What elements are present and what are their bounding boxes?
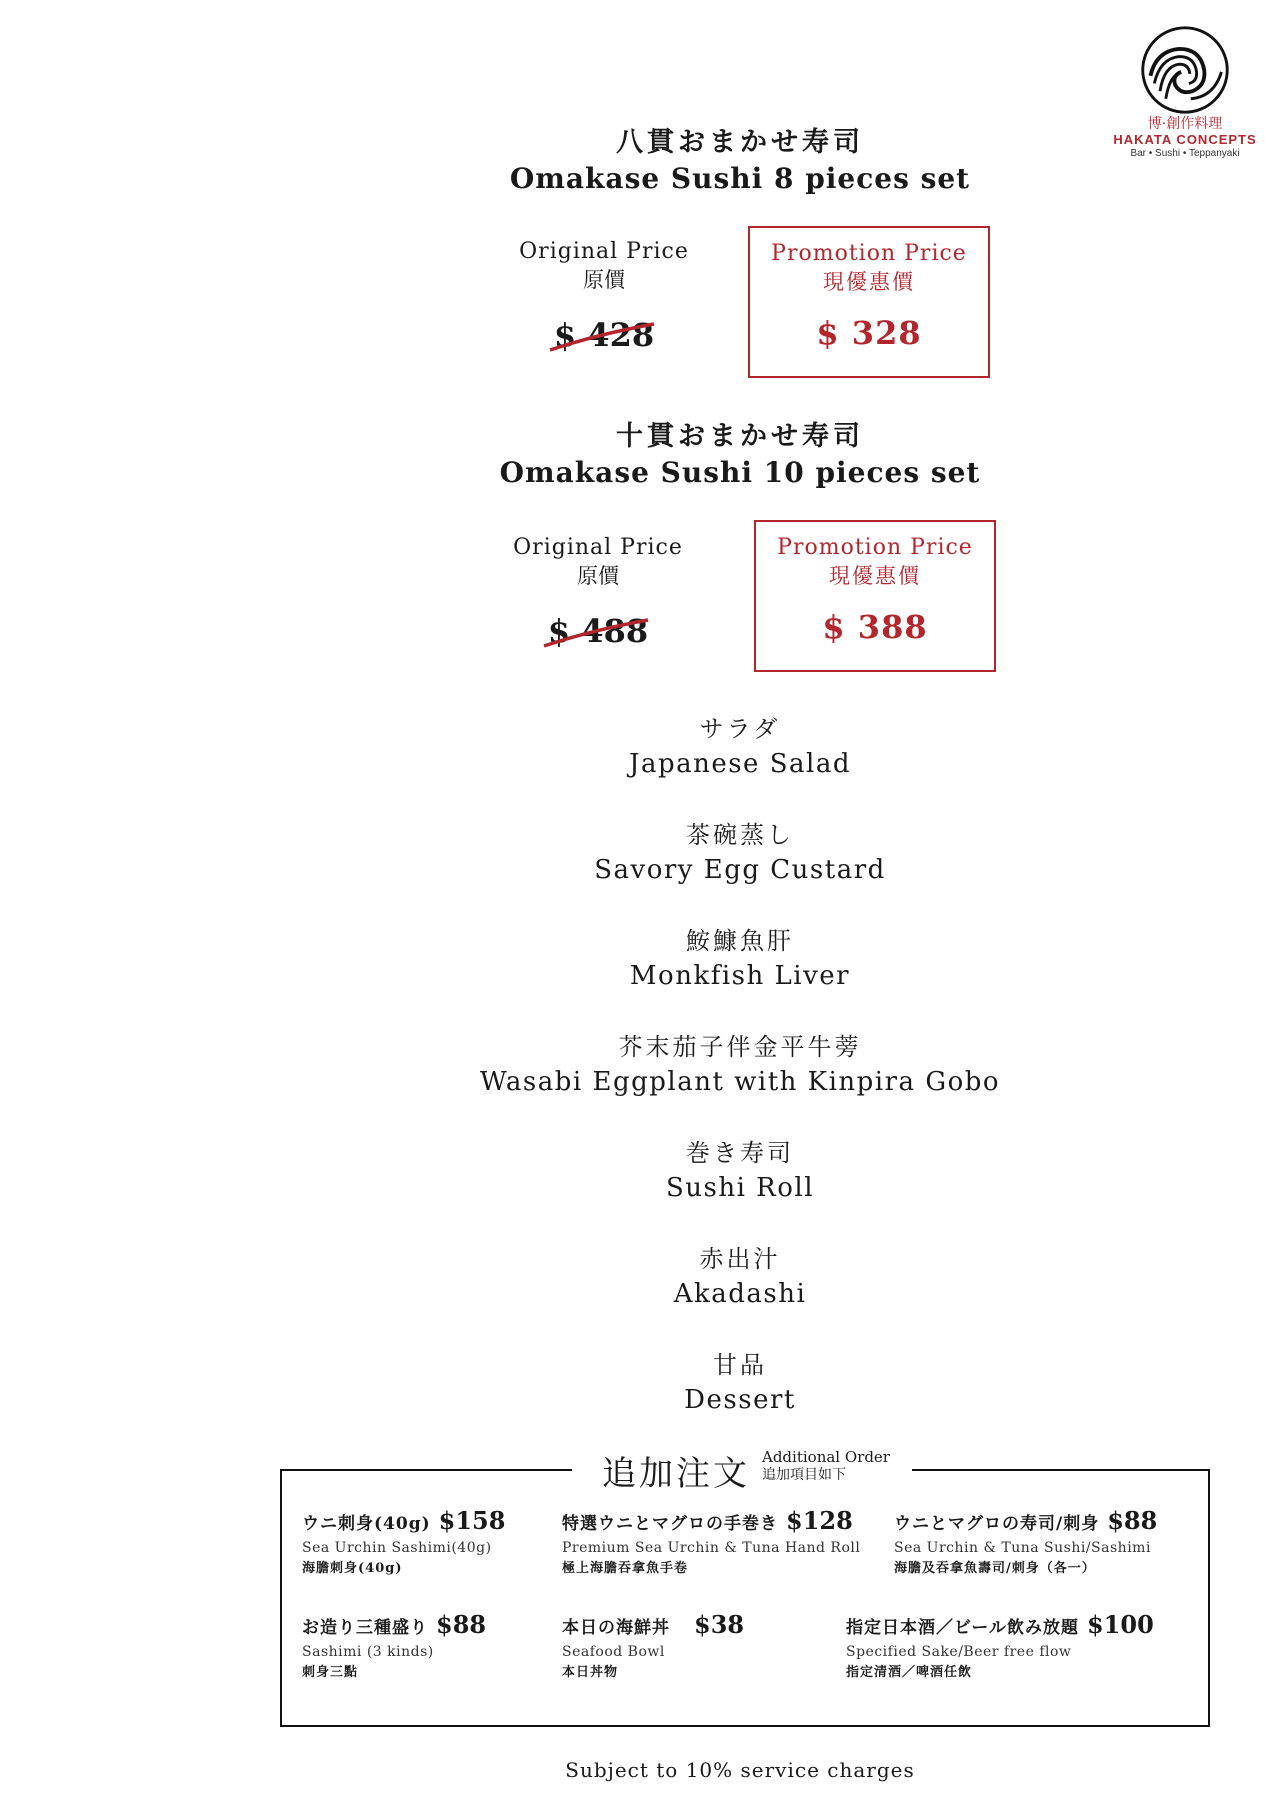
course-item [400, 1242, 1080, 1348]
original-price-text: $ 428 [553, 316, 655, 354]
course-name-en: Japanese Salad [629, 749, 851, 779]
additional-item [846, 1610, 1154, 1683]
original-price-text: $ 488 [547, 612, 649, 650]
course-name-en: Sushi Roll [665, 1173, 815, 1203]
item-name-en: Premium Sea Urchin & Tuna Hand Roll [562, 1540, 861, 1556]
set-title-jp: 十貫おまかせ寿司 [616, 421, 864, 452]
item-name: お造り三種盛り [302, 1618, 428, 1638]
item-price: $88 [1107, 1506, 1158, 1535]
course-name-en: Akadashi [673, 1279, 807, 1309]
service-charge-note: Subject to 10% service charges [565, 1758, 915, 1782]
set-10-original-price [498, 534, 698, 650]
course-name-en: Monkfish Liver [629, 961, 851, 991]
course-name-en: Dessert [684, 1385, 796, 1415]
promotion-price-label-cn: 現優惠價 [823, 270, 915, 294]
item-name-en: Seafood Bowl [562, 1644, 665, 1660]
item-name-cn: 海膽及吞拿魚壽司/刺身（各一） [894, 1561, 1096, 1576]
additional-item [302, 1610, 486, 1683]
item-name: 指定日本酒／ビール飲み放題 [846, 1618, 1079, 1638]
item-name: 本日の海鮮丼 [562, 1618, 670, 1638]
additional-order-title-cn: 追加項目如下 [762, 1467, 846, 1483]
logo-brand-cn: 博·創作料理 [1147, 116, 1223, 132]
set-8-original-price [504, 238, 704, 354]
additional-order-title-en: Additional Order [762, 1448, 890, 1466]
course-name-en: Savory Egg Custard [594, 855, 886, 885]
original-price-label-cn: 原價 [583, 268, 625, 292]
course-item [400, 712, 1080, 818]
set-10-title [0, 420, 1280, 492]
additional-order-title-jp: 追加注文 [602, 1454, 750, 1494]
wave-circle-icon [1137, 22, 1233, 118]
item-name: ウニ刺身(40g) [302, 1514, 431, 1534]
course-item [400, 1030, 1080, 1136]
original-price-label-cn: 原價 [577, 564, 619, 588]
item-price: $38 [694, 1610, 745, 1639]
additional-item [562, 1610, 744, 1683]
promotion-price-value: $ 388 [822, 608, 928, 646]
course-list [400, 712, 1080, 1454]
course-name-jp: 巻き寿司 [686, 1139, 794, 1167]
set-title-en: Omakase Sushi 10 pieces set [499, 456, 981, 489]
item-name-cn: 指定清酒／啤酒任飲 [846, 1665, 973, 1680]
course-name-jp: 芥末茄子伴金平牛蒡 [618, 1033, 862, 1061]
course-item [400, 924, 1080, 1030]
item-price: $128 [786, 1506, 853, 1535]
item-name-cn: 刺身三點 [302, 1665, 359, 1680]
course-name-jp: 鮟鱇魚肝 [686, 927, 794, 955]
original-price-label: Original Price [519, 239, 689, 264]
course-item [400, 1348, 1080, 1454]
set-title-en: Omakase Sushi 8 pieces set [509, 162, 971, 195]
additional-item [894, 1506, 1157, 1579]
set-8-promotion-box [748, 226, 990, 378]
item-name: 特選ウニとマグロの手巻き [562, 1514, 778, 1534]
item-name-en: Sea Urchin Sashimi(40g) [302, 1540, 492, 1556]
strikethrough-line [542, 616, 650, 650]
course-name-jp: サラダ [699, 715, 781, 743]
course-item [400, 1136, 1080, 1242]
item-name-cn: 本日丼物 [562, 1665, 619, 1680]
course-name-jp: 赤出汁 [699, 1245, 781, 1273]
original-price-value [548, 612, 648, 650]
strikethrough-line [548, 320, 656, 354]
promotion-price-label-cn: 現優惠價 [829, 564, 921, 588]
item-name-cn: 極上海膽吞拿魚手卷 [562, 1561, 689, 1576]
set-8-title [0, 126, 1280, 198]
course-name-jp: 茶碗蒸し [686, 821, 794, 849]
promotion-price-label: Promotion Price [777, 535, 973, 560]
logo-tagline: Bar • Sushi • Teppanyaki [1130, 148, 1240, 159]
additional-order-header [572, 1440, 912, 1496]
item-name-cn: 海膽刺身(40g) [302, 1561, 403, 1576]
item-price: $158 [438, 1506, 506, 1535]
item-price: $100 [1086, 1610, 1154, 1639]
item-name-en: Specified Sake/Beer free flow [846, 1644, 1072, 1660]
course-name-jp: 甘品 [713, 1351, 767, 1379]
item-name: ウニとマグロの寿司/刺身 [894, 1514, 1100, 1534]
promotion-price-label: Promotion Price [771, 241, 967, 266]
additional-item [562, 1506, 860, 1579]
promotion-price-value: $ 328 [816, 314, 922, 352]
original-price-label: Original Price [513, 535, 683, 560]
item-name-en: Sashimi (3 kinds) [302, 1644, 434, 1660]
item-price: $88 [436, 1610, 487, 1639]
set-title-jp: 八貫おまかせ寿司 [616, 127, 864, 158]
course-name-en: Wasabi Eggplant with Kinpira Gobo [479, 1067, 1001, 1097]
set-10-promotion-box [754, 520, 996, 672]
logo-brand-en: HAKATA CONCEPTS [1113, 132, 1257, 147]
original-price-value [554, 316, 654, 354]
item-name-en: Sea Urchin & Tuna Sushi/Sashimi [894, 1540, 1151, 1556]
additional-item [302, 1506, 505, 1579]
course-item [400, 818, 1080, 924]
